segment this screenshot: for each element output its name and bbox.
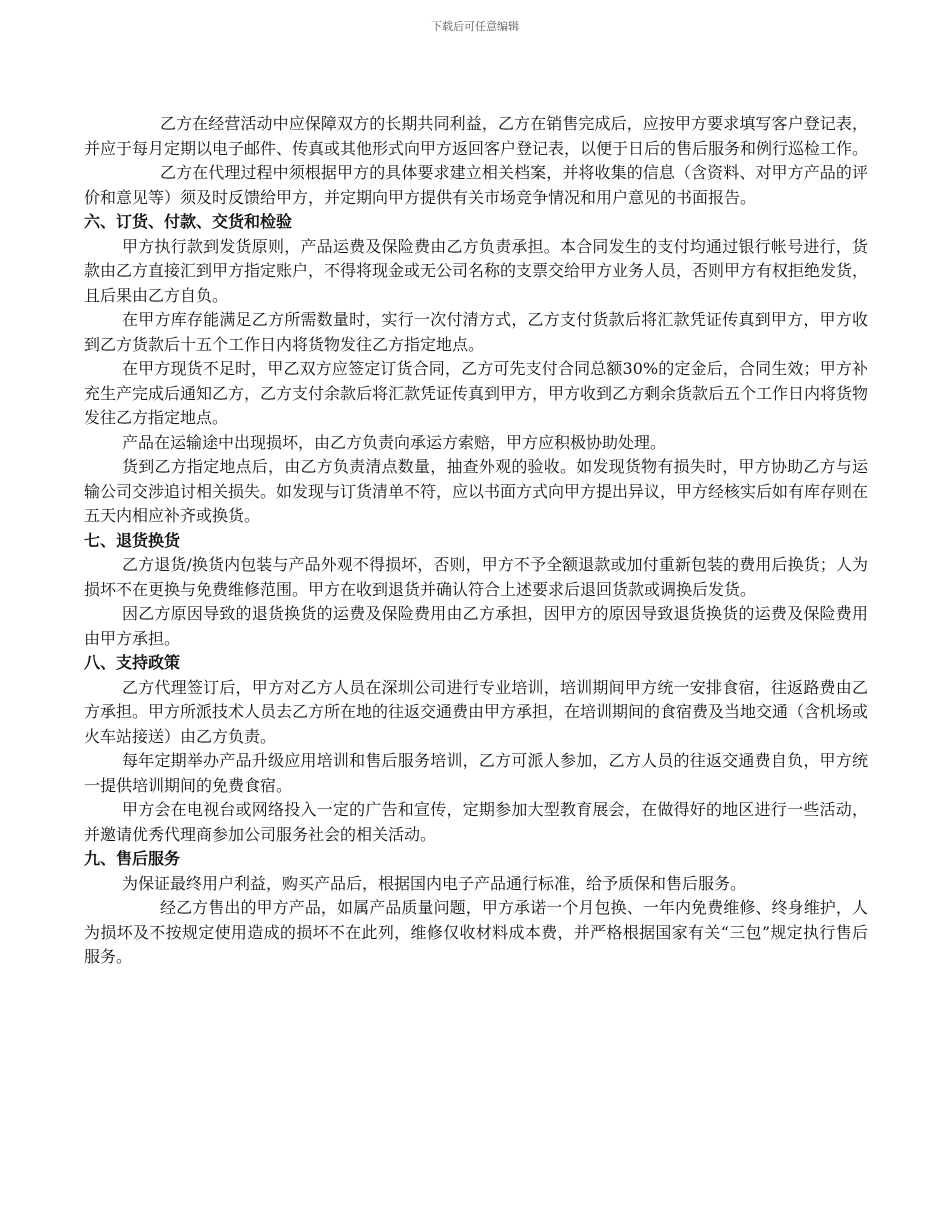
- paragraph: 甲方执行款到发货原则，产品运费及保险费由乙方负责承担。本合同发生的支付均通过银行帐号进行，货款由乙方直接汇到甲方指定账户，不得将现金或无公司名称的支票交给甲方业务人员，否则甲方有权拒绝发货，且后果由乙方自负。: [84, 236, 869, 305]
- page-header-note: 下载后可任意编辑: [431, 20, 519, 33]
- section-heading-returns: 七、退货换货: [84, 530, 181, 550]
- paragraph: 因乙方原因导致的退货换货的运费及保险费用由乙方承担，因甲方的原因导致退货换货的运费及保险费用由甲方承担。: [84, 604, 868, 648]
- section-heading-ordering: 六、订货、付款、交货和检验: [84, 212, 293, 231]
- section-heading-after-sales: 九、售后服务: [84, 849, 181, 868]
- paragraph: 每年定期举办产品升级应用培训和售后服务培训，乙方可派人参加，乙方人员的往返交通费自负，甲方统一提供培训期间的免费食宿。: [84, 751, 868, 795]
- paragraph: 乙方退货/换货内包装与产品外观不得损坏，否则，甲方不予全额退款或加付重新包装的费用后换货；人为损坏不在更换与免费维修范围。甲方在收到退货并确认符合上述要求后退回货款或调换后发货。: [84, 555, 868, 599]
- paragraph: 在甲方现货不足时，甲乙双方应签定订货合同，乙方可先支付合同总额30%的定金后，合同生效；甲方补充生产完成后通知乙方，乙方支付余款后将汇款凭证传真到甲方，甲方收到乙方剩余货款后五个工作日内将货物发往乙方指定地点。: [84, 359, 869, 427]
- document-body: [84, 112, 868, 970]
- paragraph: 在甲方库存能满足乙方所需数量时，实行一次付清方式，乙方支付货款后将汇款凭证传真到甲方，甲方收到乙方货款后十五个工作日内将货物发往乙方指定地点。: [84, 310, 868, 354]
- paragraph: 为保证最终用户利益，购买产品后，根据国内电子产品通行标准，给予质保和售后服务。: [122, 873, 747, 893]
- paragraph: 乙方在代理过程中须根据甲方的具体要求建立相关档案，并将收集的信息（含资料、对甲方产品的评价和意见等）须及时反馈给甲方，并定期向甲方提供有关市场竞争情况和用户意见的书面报告。: [84, 163, 868, 207]
- paragraph: 货到乙方指定地点后，由乙方负责清点数量，抽查外观的验收。如发现货物有损失时，甲方协助乙方与运输公司交涉追讨相关损失。如发现与订货清单不符，应以书面方式向甲方提出异议，甲方经核实后如有库存则在五天内相应补齐或换货。: [84, 457, 869, 525]
- section-heading-support-policy: 八、支持政策: [84, 653, 181, 672]
- paragraph: 产品在运输途中出现损坏，由乙方负责向承运方索赔，甲方应积极协助处理。: [122, 432, 667, 452]
- paragraph: 甲方会在电视台或网络投入一定的广告和宣传，定期参加大型教育展会，在做得好的地区进行一些活动，并邀请优秀代理商参加公司服务社会的相关活动。: [84, 800, 868, 844]
- paragraph: 经乙方售出的甲方产品，如属产品质量问题，甲方承诺一个月包换、一年内免费维修、终身维护，人为损坏及不按规定使用造成的损坏不在此列，维修仅收材料成本费，并严格根据国家有关“三包”规定执行售后服务。: [84, 898, 868, 966]
- paragraph: 乙方在经营活动中应保障双方的长期共同利益，乙方在销售完成后，应按甲方要求填写客户登记表，并应于每月定期以电子邮件、传真或其他形式向甲方返回客户登记表，以便于日后的售后服务和例行巡检工作。: [84, 114, 869, 158]
- paragraph: 乙方代理签订后，甲方对乙方人员在深圳公司进行专业培训，培训期间甲方统一安排食宿，往返路费由乙方承担。甲方所派技术人员去乙方所在地的往返交通费由甲方承担，在培训期间的食宿费及当地交通（含机场或火车站接送）由乙方负责。: [84, 677, 869, 746]
